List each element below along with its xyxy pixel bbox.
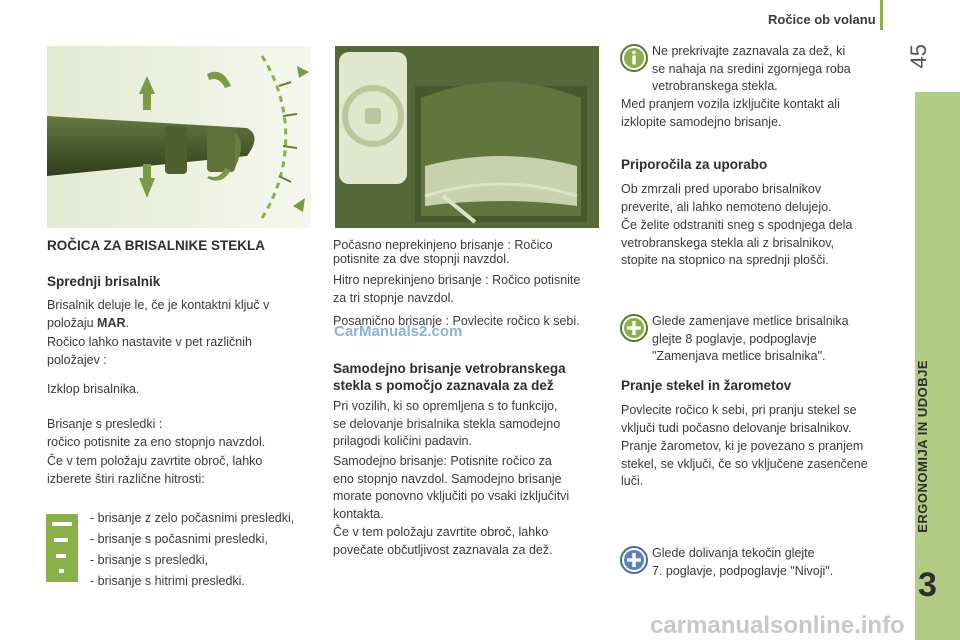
paragraph-snow: Če želite odstraniti sneg s spodnjega dela vetrobranskega stekla ali z brisalnikov, stopite na stopnico na sprednji plošči. [621, 218, 853, 267]
note-wiper-blade: Glede zamenjave metlice brisalnika glejte 8 poglavje, podpoglavje "Zamenjava metlice brisalnika". [652, 314, 849, 363]
chapter-number: 3 [918, 566, 937, 604]
note-fluids: Glede dolivanja tekočin glejte 7. poglavje, podpoglavje "Nivoji". [652, 546, 834, 578]
list-item: - brisanje s počasnimi presledki, [90, 532, 268, 546]
rain-sensor-illustration [335, 46, 599, 228]
speed-levels-icon [46, 514, 78, 582]
list-item: - brisanje s presledki, [90, 553, 209, 567]
info-note-sensor: Ne prekrivajte zaznavala za dež, ki se nahaja na sredini zgornjega roba vetrobranskega stekla. [652, 44, 851, 93]
paragraph-rain-sensor: Pri vozilih, ki so opremljena s to funkcijo, se delovanje brisalnika stekla samodejno prilagodi količini padavin. [333, 399, 561, 448]
paragraph-washing: Povlecite ročico k sebi, pri pranju stekel se vključi tudi počasno delovanje brisalnikov. [621, 403, 857, 435]
front-wiper-heading: Sprednji brisalnik [47, 274, 161, 289]
watermark-carmanuals: CarManuals2.com [334, 323, 463, 340]
chapter-title: ERGONOMIJA IN UDOBJE [915, 360, 930, 533]
paragraph-positions: Ročico lahko nastavite v pet različnih položajev : [47, 335, 252, 367]
paragraph-sensitivity: Če v tem položaju zavrtite obroč, lahko povečate občutljivost zaznavala za dež. [333, 525, 553, 557]
paragraph-fast-continuous: Hitro neprekinjeno brisanje : Ročico potisnite za tri stopnje navzdol. [333, 273, 581, 305]
paragraph-auto-wipe: Samodejno brisanje: Potisnite ročico za eno stopnjo navzdol. Samodejno brisanje morate ponovno vključiti po vsaki izključitvi kontakta. [333, 454, 570, 521]
paragraph-intermittent: Brisanje s presledki : ročico potisnite za eno stopnjo navzdol. [47, 417, 266, 449]
rain-sensor-heading: Samodejno brisanje vetrobranskega stekla s pomočjo zaznavala za dež [333, 361, 566, 393]
paragraph-slow-continuous: Počasno neprekinjeno brisanje : Ročico potisnite za dve stopnji navzdol. [333, 238, 553, 266]
footer-watermark: carmanualsonline.info [650, 612, 905, 639]
paragraph-car-wash: Med pranjem vozila izključite kontakt ali izklopite samodejno brisanje. [621, 97, 840, 129]
paragraph-ring: Če v tem položaju zavrtite obroč, lahko izberete štiri različne hitrosti: [47, 454, 263, 486]
washing-heading: Pranje stekel in žarometov [621, 378, 792, 393]
paragraph-frost: Ob zmrzali pred uporabo brisalnikov preverite, ali lahko nemoteno delujejo. [621, 182, 832, 214]
main-heading: ROČICA ZA BRISALNIKE STEKLA [47, 238, 265, 253]
page-number: 45 [906, 44, 931, 69]
wiper-stalk-illustration [47, 46, 311, 228]
paragraph-single-wipe: Posamično brisanje : Povlecite ročico k sebi. [333, 314, 580, 328]
paragraph-ignition: Brisalnik deluje le, če je kontaktni ključ v položaju MAR. [47, 298, 270, 330]
plus-icon [620, 546, 648, 574]
info-icon [620, 44, 648, 72]
list-item: - brisanje s hitrimi presledki. [90, 574, 245, 588]
recommendations-heading: Priporočila za uporabo [621, 157, 768, 172]
list-item: - brisanje z zelo počasnimi presledki, [90, 511, 295, 525]
paragraph-headlamps: Pranje žarometov, ki je povezano s pranjem stekel, se vključi, če so vključene zasenčene luči. [621, 439, 868, 488]
plus-icon [620, 314, 648, 342]
header-divider [880, 0, 883, 30]
paragraph-off: Izklop brisalnika. [47, 382, 140, 396]
page-header-title: Ročice ob volanu [768, 12, 876, 27]
speed-list [90, 508, 330, 592]
